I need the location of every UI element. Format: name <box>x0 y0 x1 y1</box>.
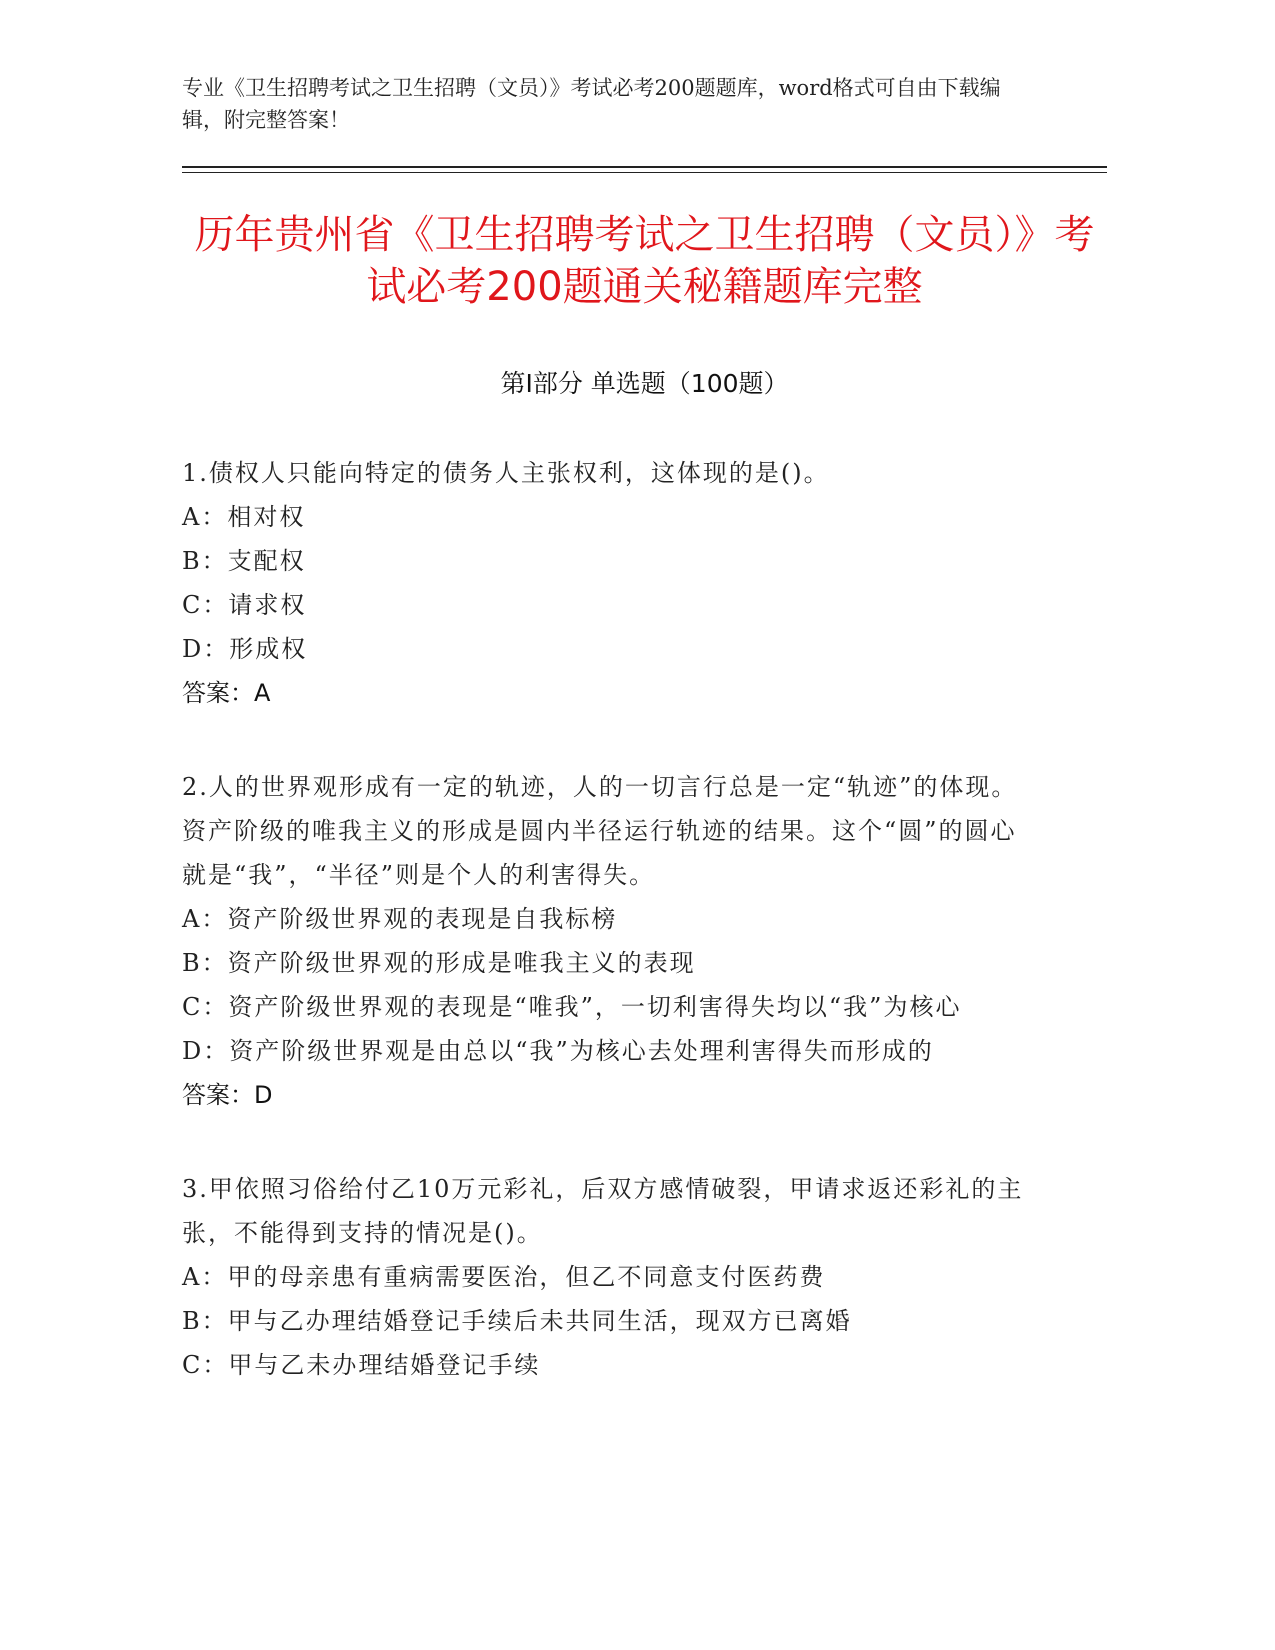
option-d: D：资产阶级世界观是由总以“我”为核心去处理利害得失而形成的 <box>182 1037 934 1065</box>
option-c: C：请求权 <box>182 591 307 619</box>
answer: 答案：A <box>182 679 271 707</box>
question-stem: 3.甲依照习俗给付乙10万元彩礼，后双方感情破裂，甲请求返还彩礼的主张，不能得到支持的情况是()。 <box>182 1175 1024 1247</box>
option-c: C：甲与乙未办理结婚登记手续 <box>182 1351 541 1379</box>
question-stem: 1.债权人只能向特定的债务人主张权利，这体现的是()。 <box>182 459 830 487</box>
option-b: B：支配权 <box>182 547 306 575</box>
header-divider-thin <box>182 172 1107 173</box>
option-a: A：相对权 <box>182 503 306 531</box>
question-1 <box>182 451 1107 715</box>
document-title: 历年贵州省《卫生招聘考试之卫生招聘（文员）》考试必考200题通关秘籍题库完整 <box>194 212 1095 310</box>
header-divider-thick <box>182 166 1107 168</box>
option-b: B：资产阶级世界观的形成是唯我主义的表现 <box>182 949 696 977</box>
question-stem: 2.人的世界观形成有一定的轨迹，人的一切言行总是一定“轨迹”的体现。资产阶级的唯我主义的形成是圆内半径运行轨迹的结果。这个“圆”的圆心就是“我”，“半径”则是个人的利害得失。 <box>182 773 1018 889</box>
option-c: C：资产阶级世界观的表现是“唯我”，一切利害得失均以“我”为核心 <box>182 993 962 1021</box>
header-note: 专业《卫生招聘考试之卫生招聘（文员）》考试必考200题题库，word格式可自由下载编辑，附完整答案！ <box>182 76 1001 132</box>
question-2 <box>182 765 1107 1117</box>
question-3 <box>182 1167 1107 1387</box>
option-b: B：甲与乙办理结婚登记手续后未共同生活，现双方已离婚 <box>182 1307 852 1335</box>
option-a: A：甲的母亲患有重病需要医治，但乙不同意支付医药费 <box>182 1263 826 1291</box>
section-heading: 第Ⅰ部分 单选题（100题） <box>500 369 789 398</box>
option-d: D：形成权 <box>182 635 308 663</box>
answer: 答案：D <box>182 1081 273 1109</box>
document-page <box>182 72 1107 1387</box>
option-a: A：资产阶级世界观的表现是自我标榜 <box>182 905 618 933</box>
